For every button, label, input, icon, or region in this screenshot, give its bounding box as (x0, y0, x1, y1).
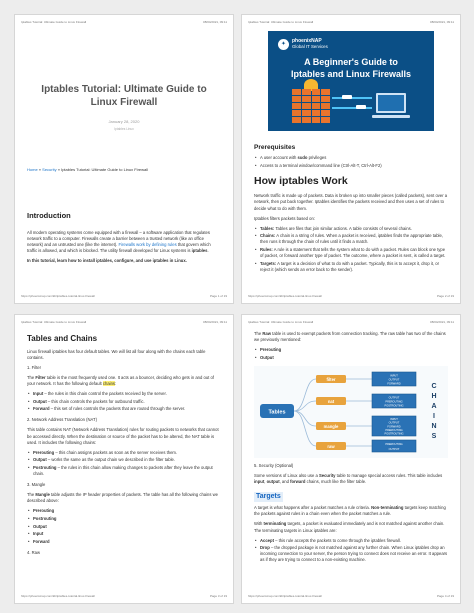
how-iptables-work-heading: How iptables Work (254, 175, 348, 188)
list-item: • Rules: A rule is a statement that tells the system what to do with a packet. Rules can block one type of packet, or forward another type of packet. The outcome, where a packet is sent, is called a target. (254, 247, 448, 259)
article-title: Iptables Tutorial: Ultimate Guide to Linux Firewall (41, 84, 207, 108)
chain-label: OUTPUT (388, 378, 400, 382)
filter-chains-list (27, 391, 221, 412)
chain-label: FORWARD (387, 425, 401, 429)
section-title: 4. Raw (27, 549, 41, 555)
chain-label: PREROUTING (385, 443, 403, 447)
header-title: Iptables Tutorial: Ultimate Guide to Linux Firewall (21, 320, 87, 324)
footer-url: https://phoenixnap.com/kb/iptables-tutorial-linux-firewall (248, 594, 322, 598)
list-item: • Prerouting (254, 347, 448, 353)
page-header (248, 20, 454, 24)
chains-label-letter: N (431, 422, 437, 430)
paragraph: Network traffic is made up of packets. Data is broken up into smaller pieces (called packets), sent over a network, then put back together. Iptables identifies the packets received and then uses a set of rules to decide what to do with them. (254, 193, 448, 211)
list-item: • Drop – the dropped package is not matched against any further chain. When Linux iptables drop an incoming connection to your server, the person trying to connect does not receive an error. It appears as if they are trying to connect to a non-existing machine. (254, 545, 448, 563)
chains-label-letter: H (431, 392, 437, 400)
list-item: • Prerouting (27, 508, 221, 514)
paragraph: With terminating targets, a packet is evaluated immediately and is not matched against another chain. The terminating targets in Linux iptables are: (254, 521, 445, 533)
article-date: January 28, 2020 (108, 119, 140, 124)
list-item: • Input – the rules in this chain control the packets received by the server. (27, 391, 221, 397)
list-item: • Postrouting – the rules in this chain allow making changes to packets after they leave the output chain. (27, 465, 221, 477)
document-page-4 (241, 314, 461, 604)
filter-criteria-list (254, 226, 448, 273)
table-label-filter: filter (326, 376, 336, 382)
list-item: • Forward (27, 539, 221, 545)
page-footer (21, 294, 227, 298)
page-content (27, 331, 221, 589)
footer-url: https://phoenixnap.com/kb/iptables-tutorial-linux-firewall (21, 294, 95, 298)
phoenix-icon: ✦ (278, 39, 289, 50)
chain-label: POSTROUTING (384, 432, 404, 436)
header-title: Iptables Tutorial: Ultimate Guide to Linux Firewall (248, 320, 314, 324)
prerequisites-list (254, 155, 448, 169)
traffic-arrow-icon (332, 107, 372, 109)
list-item: • Chains: A chain is a string of rules. When a packet is received, iptables finds the appropriate table, then runs it through the chain of rules until it finds a match. (254, 233, 448, 245)
paragraph: A target is what happens after a packet matches a rule criteria. Non-terminating targets keep matching the packets against rules in a chain even when the packet matches a rule. (254, 505, 446, 517)
tables-chains-diagram (254, 366, 448, 458)
connector-line (294, 411, 316, 426)
connector-line (294, 411, 316, 446)
paragraph: The Filter table is the most frequently used one. It acts as a bouncer, deciding who gets in and out of your network. It has the following default chains: (27, 374, 214, 386)
breadcrumb-current: Iptables Tutorial: Ultimate Guide to Linux Firewall (61, 167, 149, 173)
brick-wall-icon (292, 89, 330, 123)
header-timestamp: 08/04/2021, 09:11 (203, 20, 227, 24)
paragraph: Linux firewall iptables has four default tables. We will list all four along with the chains each table contains. (27, 348, 206, 360)
packet-icon (356, 105, 366, 109)
footer-url: https://phoenixnap.com/kb/iptables-tutorial-linux-firewall (248, 294, 322, 298)
page-header (21, 20, 227, 24)
header-title: Iptables Tutorial: Ultimate Guide to Linux Firewall (248, 20, 314, 24)
document-page-2 (241, 14, 461, 304)
chain-label: FORWARD (387, 382, 401, 386)
raw-chains-list (254, 347, 448, 361)
section-title: 1. Filter (27, 364, 41, 370)
nat-chains-list (27, 450, 221, 477)
firewall-rules-link[interactable]: Firewalls work by defining rules (118, 242, 177, 248)
header-timestamp: 08/04/2021, 09:11 (430, 20, 454, 24)
chain-label: POSTROUTING (384, 404, 404, 408)
intro-summary: In this tutorial, learn how to install iptables, configure, and use iptables in Linux. (27, 258, 187, 264)
header-timestamp: 08/04/2021, 09:11 (203, 320, 227, 324)
paragraph: The Mangle table adjusts the IP header properties of packets. The table has all the following chains we described above: (27, 492, 218, 504)
breadcrumb-home-link[interactable]: Home (27, 167, 38, 173)
paragraph: Iptables filters packets based on: (254, 215, 315, 221)
chain-label: OUTPUT (388, 447, 400, 451)
list-item: • Output – this chain controls the packets for outbound traffic. (27, 399, 221, 405)
chain-label: INPUT (390, 374, 398, 378)
mangle-chains-list (27, 508, 221, 544)
page-number: Page 4 of 19 (436, 594, 454, 598)
intro-paragraph: All modern operating systems come equipped with a firewall – a software application that regulates network traffic to a computer. Firewalls create a barrier between a trusted network (like an office network) and an untrusted one (like the internet). Firewalls work by defining rules that govern which traffic is allowed, and which is blocked. The utility firewall developed for Linux systems is iptables. (27, 230, 211, 254)
list-item: • Output – works the same as the output chain we described in the filter table. (27, 457, 221, 463)
page-number: Page 3 of 19 (209, 594, 227, 598)
chain-label: OUTPUT (388, 396, 400, 400)
laptop-base-icon (372, 115, 410, 118)
breadcrumb-security-link[interactable]: Security (42, 167, 57, 173)
document-page-1 (14, 14, 234, 304)
document-page-3 (14, 314, 234, 604)
breadcrumb-separator: » (38, 167, 42, 173)
list-item: • Accept – this rule accepts the packets to come through the iptables firewall. (254, 538, 448, 544)
list-item: • Forward – this set of rules controls the packets that are routed through the server. (27, 406, 221, 412)
banner-title: A Beginner's Guide to Iptables and Linux Firewalls (290, 57, 412, 80)
paragraph: This table contains NAT (Network Address Translation) rules for routing packets to networks that cannot be accessed directly. When the destination or source of the packet has to be altered, the NAT table is used. It includes the following chains: (27, 427, 219, 445)
header-timestamp: 08/04/2021, 09:11 (430, 320, 454, 324)
table-label-raw: raw (327, 443, 335, 449)
section-title: 5. Security (Optional) (254, 462, 294, 468)
page-content (254, 331, 448, 589)
packet-icon (342, 95, 352, 99)
breadcrumb-separator: » (57, 167, 60, 173)
list-item: • Tables: Tables are files that join similar actions. A table consists of several chains. (254, 226, 448, 232)
tables-chains-svg (254, 366, 448, 458)
page-footer (248, 294, 454, 298)
intro-heading: Introduction (27, 211, 71, 221)
page-number: Page 1 of 19 (209, 294, 227, 298)
page-content (27, 31, 221, 289)
targets-heading: Targets (254, 492, 283, 502)
chains-label-letter: C (431, 382, 437, 390)
tables-and-chains-heading: Tables and Chains (27, 334, 98, 343)
article-tags: Iptables Linux (114, 126, 134, 131)
page-content (254, 31, 448, 289)
page-number: Page 2 of 19 (436, 294, 454, 298)
tables-root-label: Tables (268, 409, 286, 416)
phoenixnap-logo: ✦ phoenixNAP Global IT Services (278, 39, 328, 50)
chain-label: OUTPUT (388, 421, 400, 425)
connector-line (294, 401, 316, 411)
laptop-icon (376, 93, 406, 113)
chain-label: INPUT (390, 418, 398, 422)
list-item: • Output (27, 524, 221, 530)
list-item: • Access to a terminal window/command line (Ctrl-Alt-T, Ctrl-Alt-F2) (254, 163, 448, 169)
highlighted-text: chains (102, 380, 115, 386)
terminating-targets-list (254, 538, 448, 564)
section-title: 2. Network Address Translation (NAT) (27, 417, 97, 423)
list-item: • A user account with sudo privileges (254, 155, 448, 161)
article-banner-image (268, 31, 434, 131)
page-footer (21, 594, 227, 598)
list-item: • Input (27, 531, 221, 537)
paragraph: Some versions of Linux also use a Security table to manage special access rules. This table includes input, output, and forward chains, much like the filter table. (254, 472, 443, 485)
chain-label: PREROUTING (385, 400, 403, 404)
chains-label-letter: I (433, 412, 435, 420)
table-label-mangle: mangle (323, 423, 339, 429)
traffic-arrow-icon (332, 97, 372, 99)
prerequisites-heading: Prerequisites (254, 144, 296, 151)
table-label-nat: nat (327, 398, 335, 404)
footer-url: https://phoenixnap.com/kb/iptables-tutorial-linux-firewall (21, 594, 95, 598)
paragraph: The Raw table is used to exempt packets from connection tracking. The raw table has two of the chains we previously mentioned: (254, 331, 446, 343)
list-item: • Prerouting – this chain assigns packets as soon as the server receives them. (27, 450, 221, 456)
chain-label: PREROUTING (385, 428, 403, 432)
page-header (21, 320, 227, 324)
list-item: • Targets: A target is a decision of what to do with a packet. Typically, this is to accept it, drop it, or reject it (which sends an error back to the sender). (254, 261, 448, 273)
list-item: • Postrouting (27, 516, 221, 522)
breadcrumb (27, 167, 221, 173)
header-title: Iptables Tutorial: Ultimate Guide to Linux Firewall (21, 20, 87, 24)
chains-label-letter: A (431, 402, 437, 410)
list-item: • Output (254, 355, 448, 361)
section-title: 3. Mangle (27, 482, 46, 488)
page-header (248, 320, 454, 324)
page-footer (248, 594, 454, 598)
chains-label-letter: S (431, 432, 437, 440)
